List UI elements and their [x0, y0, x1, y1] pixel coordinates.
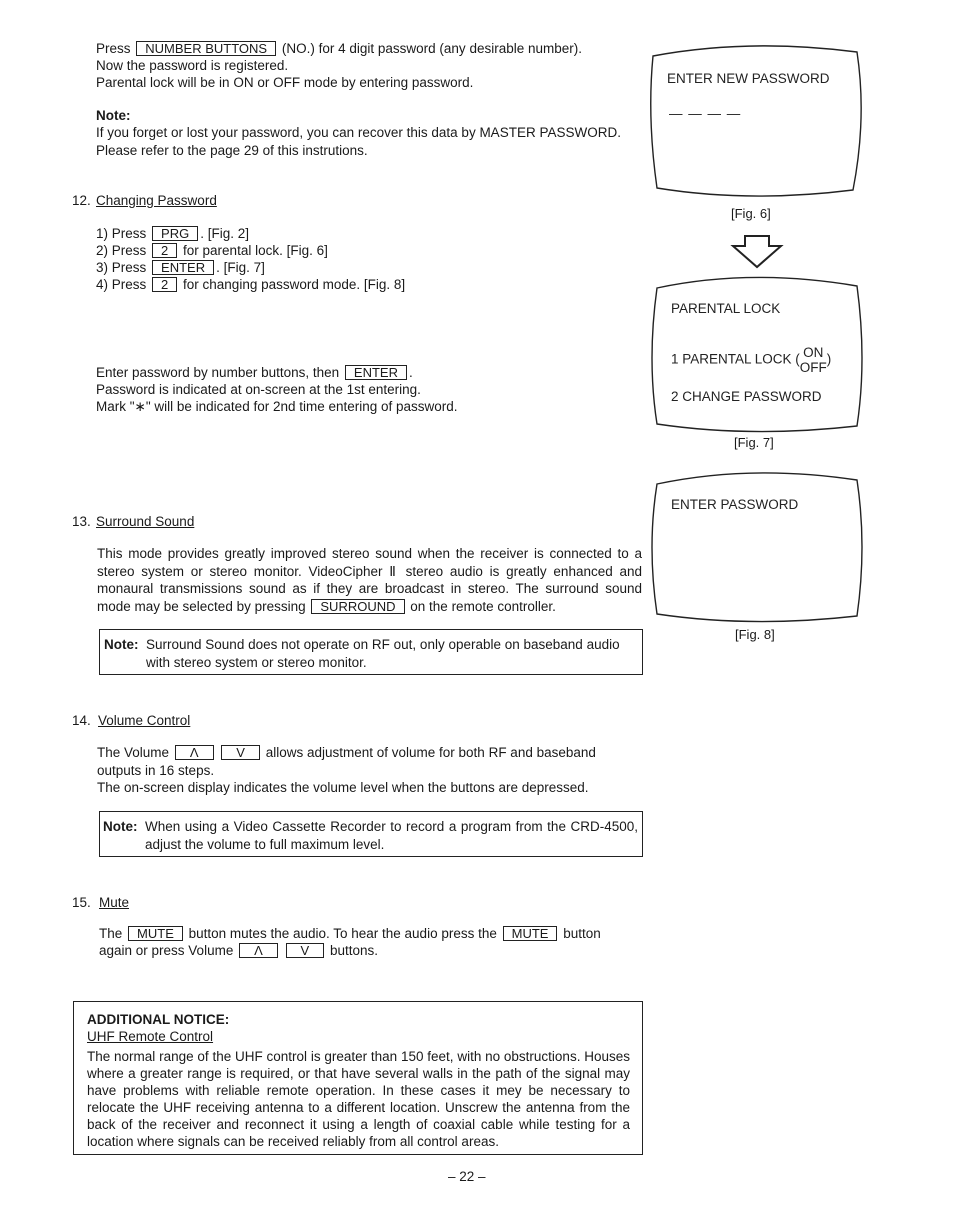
step-1-text: . [Fig. 2] [200, 226, 249, 241]
intro-line-1-tail: (NO.) for 4 digit password (any desirable number). [281, 41, 582, 56]
page-number: – 22 – [448, 1169, 486, 1184]
volume-note-box [99, 811, 643, 857]
step-4-label: 4) Press [96, 277, 147, 292]
section-13-number: 13. [72, 514, 91, 529]
on-label: ON [803, 345, 824, 360]
intro-note-line-2: Please refer to the page 29 of this instrutions. [96, 143, 368, 158]
section-14-title: Volume Control [98, 713, 191, 728]
surround-note-text: Surround Sound does not operate on RF out, only operable on baseband audio with stereo system or stereo monitor. [146, 637, 620, 670]
off-label: OFF [799, 360, 827, 375]
mute-again-text: again or press Volume [99, 943, 234, 958]
number-buttons-key: NUMBER BUTTONS [136, 41, 276, 56]
step-3-text: . [Fig. 7] [216, 260, 265, 275]
notice-title: ADDITIONAL NOTICE: [87, 1012, 230, 1027]
volume-line-3: The on-screen display indicates the volume level when the buttons are depressed. [97, 780, 589, 795]
mute-the-text: The [99, 926, 123, 941]
fig-6-text: ENTER NEW PASSWORD [667, 71, 830, 86]
volume-text: The Volume [97, 745, 170, 760]
step-1 [96, 225, 249, 242]
mute-volume-down-key: V [286, 943, 325, 958]
volume-line-2: outputs in 16 steps. [97, 763, 215, 778]
volume-up-key: Λ [175, 745, 214, 760]
fig-7-caption: [Fig. 7] [734, 435, 774, 450]
parental-lock-option: 1 PARENTAL LOCK ( [671, 351, 800, 367]
volume-note-label: Note: [103, 819, 138, 834]
intro-note-label: Note: [96, 108, 131, 123]
fig-7-title: PARENTAL LOCK [671, 301, 781, 316]
volume-down-key: V [221, 745, 260, 760]
enter-password-line [96, 364, 413, 381]
additional-notice-box [73, 1001, 643, 1155]
surround-key: SURROUND [311, 599, 404, 614]
section-12-title: Changing Password [96, 193, 217, 208]
intro-line-1 [96, 40, 582, 57]
fig-6-screen [649, 38, 864, 198]
volume-line-1 [97, 744, 596, 761]
enter-key-2: ENTER [345, 365, 407, 380]
fig-8-caption: [Fig. 8] [735, 627, 775, 642]
fig-7-item-1 [671, 345, 831, 375]
prg-key: PRG [152, 226, 198, 241]
on-off-stack [800, 345, 827, 375]
mark-line: Mark "∗" will be indicated for 2nd time entering of password. [96, 399, 458, 414]
intro-line-2: Now the password is registered. [96, 58, 289, 73]
mute-volume-up-key: Λ [239, 943, 278, 958]
mute-key: MUTE [128, 926, 183, 941]
enter-password-text: Enter password by number buttons, then [96, 365, 340, 380]
surround-paragraph [97, 545, 642, 615]
fig-8-screen [651, 466, 865, 626]
section-14-number: 14. [72, 713, 91, 728]
mute-buttons-text: buttons. [329, 943, 379, 958]
enter-password-period: . [408, 365, 413, 380]
volume-line-1-tail: allows adjustment of volume for both RF and baseband [265, 745, 596, 760]
intro-press-text: Press [96, 41, 131, 56]
intro-note-line-1: If you forget or lost your password, you can recover this data by MASTER PASSWORD. [96, 125, 621, 140]
mute-line-2 [99, 942, 378, 959]
surround-text: This mode provides greatly improved stereo sound when the receiver is connected to a stereo system or stereo monitor. VideoCipher Ⅱ stereo audio is greatly enhanced and monaural transmissions sound as if they are broadcast in stereo. The surround sound mode may be selected by pressing [97, 546, 642, 614]
fig-6-caption: [Fig. 6] [731, 206, 771, 221]
mute-mid-text: button mutes the audio. To hear the audio press the [188, 926, 497, 941]
mute-button-text: button [563, 926, 601, 941]
step-1-label: 1) Press [96, 226, 147, 241]
key-2-change: 2 [152, 277, 177, 292]
notice-paragraph: The normal range of the UHF control is greater than 150 feet, with no obstructions. Houses where a greater range is required, or that have several walls in the path of the signal may have problems with reliable remote operation. In these cases it mey be necessary to relocate the UHF receiving antenna to a different location. Unscrew the antenna from the back of the receiver and reconnect it using a length of coaxial cable while testing for a location where signals can be received reliably from all control areas. [87, 1049, 630, 1149]
section-15-title: Mute [99, 895, 130, 910]
step-3-label: 3) Press [96, 260, 147, 275]
enter-key: ENTER [152, 260, 214, 275]
section-13-title: Surround Sound [96, 514, 195, 529]
step-4 [96, 276, 405, 293]
section-15-number: 15. [72, 895, 91, 910]
fig-8-screen-outline [651, 466, 865, 626]
fig-7-screen [651, 270, 865, 436]
step-3 [96, 259, 265, 276]
down-arrow-icon [730, 234, 784, 270]
key-2: 2 [152, 243, 177, 258]
parental-lock-close-paren: ) [826, 351, 832, 367]
surround-note-box [99, 629, 643, 675]
password-indicated-line: Password is indicated at on-screen at the 1st entering. [96, 382, 421, 397]
fig-8-text: ENTER PASSWORD [671, 497, 799, 512]
step-4-text: for changing password mode. [Fig. 8] [183, 277, 406, 292]
mute-line-1 [99, 925, 601, 942]
surround-tail: on the remote controller. [410, 598, 556, 614]
section-12-number: 12. [72, 193, 91, 208]
step-2 [96, 242, 328, 259]
step-2-label: 2) Press [96, 243, 147, 258]
volume-note-text: When using a Video Cassette Recorder to record a program from the CRD-4500, adjust the volume to full maximum level. [145, 819, 638, 852]
mute-key-2: MUTE [503, 926, 558, 941]
fig-7-item-2: 2 CHANGE PASSWORD [671, 389, 822, 404]
notice-subtitle: UHF Remote Control [87, 1029, 214, 1044]
surround-note-label: Note: [104, 637, 139, 652]
step-2-text: for parental lock. [Fig. 6] [183, 243, 328, 258]
intro-line-3: Parental lock will be in ON or OFF mode by entering password. [96, 75, 474, 90]
fig-6-dashes: — — — — [669, 106, 742, 121]
